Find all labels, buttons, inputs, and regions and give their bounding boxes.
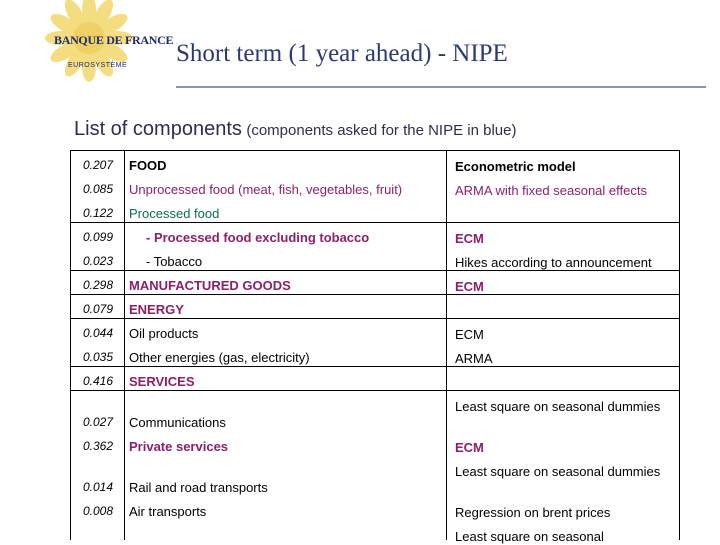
table-left-border (70, 150, 71, 540)
table-row-divider (70, 390, 680, 391)
model-cell: ARMA (455, 351, 493, 366)
table-column-divider (446, 150, 447, 540)
weight-cell: 0.416 (83, 374, 114, 388)
weight-cell: 0.008 (83, 504, 114, 518)
model-cell: ECM (455, 327, 484, 342)
component-cell: Oil products (129, 326, 199, 341)
weight-cell: 0.079 (83, 302, 114, 316)
weight-cell: 0.085 (83, 182, 114, 196)
component-cell: Private services (129, 439, 229, 454)
model-cell: Regression on brent prices (455, 505, 611, 520)
model-cell: Least square on seasonal dummies (455, 399, 661, 414)
model-cell: ECM (455, 279, 484, 294)
page-title: Short term (1 year ahead) - NIPE (176, 40, 508, 67)
weight-cell: 0.099 (83, 230, 114, 244)
title-divider (176, 86, 706, 88)
component-cell: Air transports (129, 504, 207, 519)
logo-subtitle: EUROSYSTÈME (68, 62, 128, 69)
list-heading-note: (components asked for the NIPE in blue) (246, 122, 517, 139)
model-cell: ARMA with fixed seasonal effects (455, 183, 647, 198)
banque-de-france-logo (14, 0, 174, 92)
weight-cell: 0.014 (83, 480, 114, 494)
model-cell: Least square on seasonal dummies (455, 464, 661, 479)
list-heading-main: List of components (74, 118, 242, 140)
components-table (70, 150, 680, 544)
logo-name: BANQUE DE FRANCE (54, 33, 174, 47)
weight-cell: 0.027 (83, 415, 114, 429)
model-cell: ECM (455, 440, 484, 455)
table-row-divider (70, 222, 680, 223)
weight-cell: 0.122 (83, 206, 114, 220)
component-cell: FOOD (129, 158, 167, 173)
component-cell: - Tobacco (146, 254, 203, 269)
component-cell: Processed food (129, 206, 220, 221)
table-column-divider (124, 150, 125, 540)
component-cell: Rail and road transports (129, 480, 268, 495)
table-row-divider (70, 318, 680, 319)
component-cell: SERVICES (129, 374, 195, 389)
model-cell: Hikes according to announcement (455, 255, 652, 270)
component-cell: MANUFACTURED GOODS (129, 278, 291, 293)
weight-cell: 0.035 (83, 350, 114, 364)
weight-cell: 0.044 (83, 326, 114, 340)
weight-cell: 0.298 (83, 278, 114, 292)
component-cell: Unprocessed food (meat, fish, vegetables, fruit) (129, 182, 403, 197)
weight-cell: 0.362 (83, 439, 114, 453)
component-cell: - Processed food excluding tobacco (146, 230, 370, 245)
weight-cell: 0.023 (83, 254, 114, 268)
component-cell: Other energies (gas, electricity) (129, 350, 310, 365)
weight-cell: 0.207 (83, 158, 114, 172)
model-cell: Econometric model (455, 159, 576, 174)
model-cell: ECM (455, 231, 484, 246)
model-cell: Least square on seasonal (455, 529, 604, 544)
list-heading (74, 118, 516, 141)
component-cell: Communications (129, 415, 226, 430)
component-cell: ENERGY (129, 302, 184, 317)
table-right-border (679, 150, 680, 540)
table-top-border (70, 150, 680, 151)
